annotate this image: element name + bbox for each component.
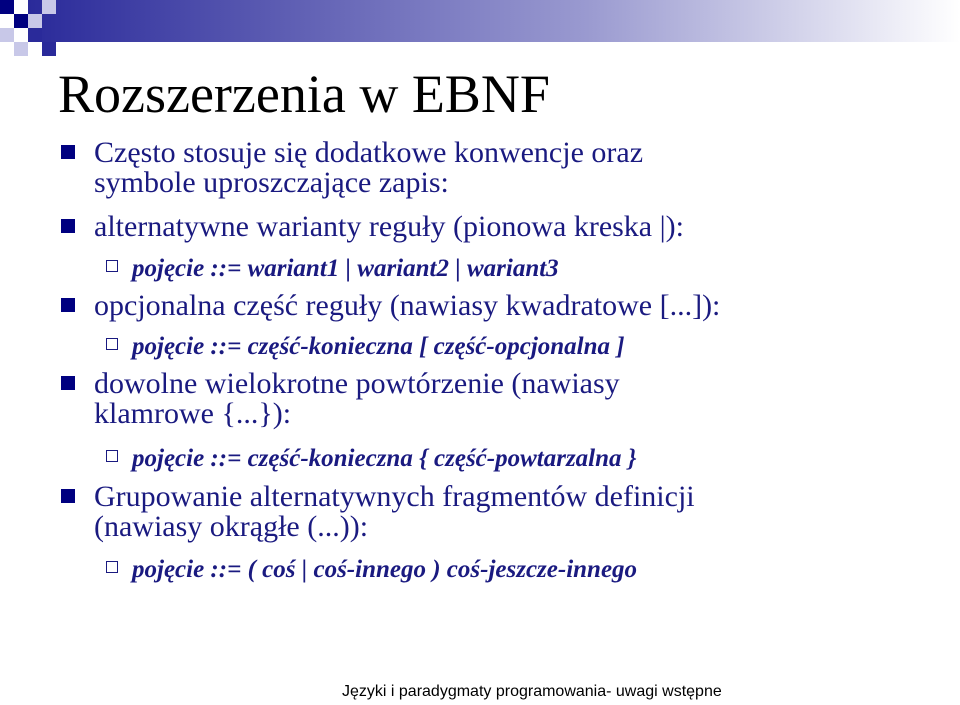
hollow-square-bullet-icon xyxy=(106,450,118,462)
bullet-line: opcjonalna część reguły (nawiasy kwadratowe [...]): xyxy=(94,289,721,322)
sub-bullet-item xyxy=(132,445,636,473)
sub-bullet-line: pojęcie ::= ( coś | coś-innego ) coś-jeszcze-innego xyxy=(132,556,638,583)
bullet-line: dowolne wielokrotne powtórzenie (nawiasy xyxy=(94,367,620,400)
bullet-line: (nawiasy okrągłe (...)): xyxy=(94,510,369,543)
sub-bullet-line: pojęcie ::= część-konieczna { część-powtarzalna } xyxy=(132,445,637,472)
square-bullet-icon xyxy=(61,489,75,503)
square-bullet-icon xyxy=(61,298,75,312)
hollow-square-bullet-icon xyxy=(106,561,118,573)
bullet-line: symbole uproszczające zapis: xyxy=(94,166,449,199)
deco-square-8 xyxy=(42,42,56,56)
bullet-line: Często stosuje się dodatkowe konwencje oraz xyxy=(94,136,644,169)
sub-bullet-line: pojęcie ::= część-konieczna [ część-opcjonalna ] xyxy=(132,333,625,360)
slide-footer: Języki i paradygmaty programowania- uwagi wstępne xyxy=(342,683,722,700)
deco-square-5 xyxy=(28,28,42,42)
square-bullet-icon xyxy=(61,376,75,390)
slide-title: Rozszerzenia w EBNF xyxy=(58,64,550,124)
bullet-line: Grupowanie alternatywnych fragmentów definicji xyxy=(94,480,695,513)
sub-bullet-item xyxy=(132,333,625,361)
sub-bullet-item xyxy=(132,255,559,283)
sub-bullet-item xyxy=(132,556,637,584)
deco-square-4 xyxy=(0,28,14,42)
bullet-line: klamrowe {...}): xyxy=(94,397,292,430)
deco-square-6 xyxy=(42,0,56,14)
deco-square-2 xyxy=(14,14,28,28)
header-band xyxy=(28,0,960,42)
sub-bullet-line: pojęcie ::= wariant1 | wariant2 | wariant3 xyxy=(132,255,559,282)
bullet-item xyxy=(94,212,684,242)
square-bullet-icon xyxy=(61,145,75,159)
header-decoration xyxy=(0,0,960,60)
hollow-square-bullet-icon xyxy=(106,260,118,272)
deco-square-7 xyxy=(14,42,28,56)
hollow-square-bullet-icon xyxy=(106,338,118,350)
bullet-item xyxy=(94,482,695,542)
square-bullet-icon xyxy=(61,219,75,233)
deco-square-1 xyxy=(0,0,14,14)
bullet-item xyxy=(94,369,620,429)
deco-square-3 xyxy=(28,14,42,28)
bullet-line: alternatywne warianty reguły (pionowa kreska |): xyxy=(94,210,684,243)
bullet-item xyxy=(94,291,720,321)
bullet-item xyxy=(94,138,643,198)
